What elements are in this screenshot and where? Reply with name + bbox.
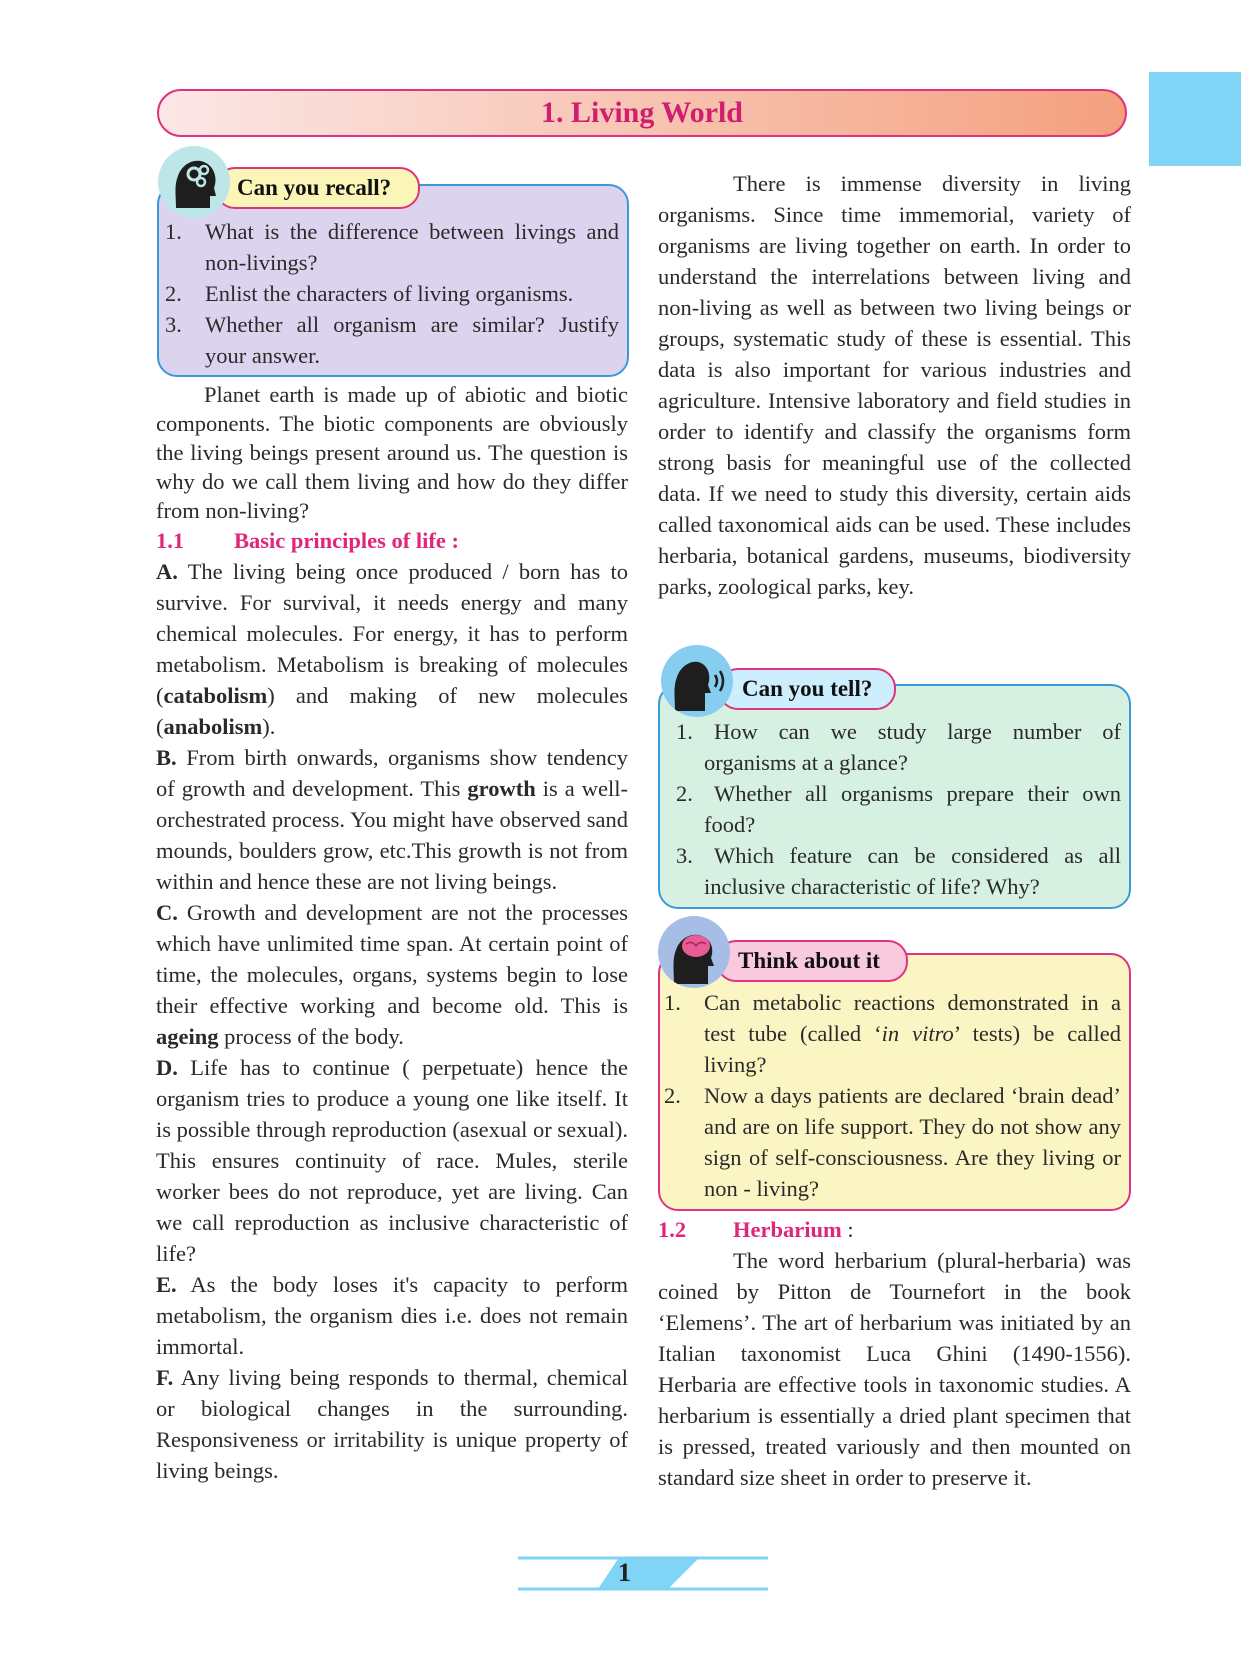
- chapter-title: 1. Living World: [540, 96, 743, 129]
- intro-paragraph: Planet earth is made up of abiotic and biotic components. The biotic components are obviously the living beings present around us. The question is why do we call them living and how do they differ from non-living?: [156, 382, 628, 523]
- brain-gears-icon: [158, 146, 230, 218]
- right-intro: [658, 168, 1131, 602]
- section-heading-1-2: 1.2 Herbarium :: [658, 1214, 1131, 1245]
- think-title: Think about it: [738, 948, 880, 973]
- tell-item: 2. Whether all organisms prepare their own food?: [676, 781, 1121, 837]
- left-column: [156, 380, 628, 1486]
- principle-b: B. From birth onwards, organisms show tendency of growth and development. This growth is a well-orchestrated process. You might have observed sand mounds, boulders grow, etc.This growth is not from within and hence these are not living beings.: [156, 745, 628, 894]
- speaking-head-icon: [661, 645, 733, 717]
- recall-item: 3. Whether all organism are similar? Justify your answer.: [165, 312, 619, 368]
- chapter-tab-marker: [1149, 72, 1241, 166]
- section-heading-1-1: [156, 525, 628, 556]
- section-number: 1.1: [156, 528, 185, 553]
- principle-a: A. The living being once produced / born has to survive. For survival, it needs energy and many chemical molecules. For energy, it has to perform metabolism. Metabolism is breaking of molecules (catabolism) and making of new molecules (anabolism).: [156, 559, 629, 739]
- tell-box: [658, 684, 1131, 909]
- recall-box: [157, 184, 629, 377]
- principle-f: F. Any living being responds to thermal, chemical or biological changes in the surrounding. Responsiveness or irritability is unique property of living beings.: [156, 1365, 629, 1483]
- herbarium-paragraph: The word herbarium (plural-herbaria) was coined by Pitton de Tournefort in the book ‘Elemens’. The art of herbarium was initiated by an Italian taxonomist Luca Ghini (1490-1556). Herbaria are effective tools in taxonomic studies. A herbarium is essentially a dried plant specimen that is pressed, treated variously and then mounted on standard size sheet in order to preserve it.: [658, 1248, 1131, 1490]
- principle-c: C. Growth and development are not the processes which have unlimited time span. At certain point of time, the molecules, organs, systems begin to lose their effective working and become old. This is ageing process of the body.: [156, 900, 628, 1049]
- think-item: 2. Now a days patients are declared ‘brain dead’ and are on life support. They do not show any sign of self-consciousness. Are they living or non - living?: [664, 1083, 1121, 1201]
- tell-item: 3. Which feature can be considered as all inclusive characteristic of life? Why?: [676, 843, 1121, 899]
- think-title-pill: [716, 940, 908, 982]
- principle-d: D. Life has to continue ( perpetuate) hence the organism tries to produce a young one like itself. It is possible through reproduction (asexual or sexual). This ensures continuity of race. Mules, sterile worker bees do not reproduce, yet are living. Can we call reproduction as inclusive characteristic of life?: [156, 1055, 628, 1266]
- recall-title-pill: [215, 167, 420, 209]
- tell-title-pill: [718, 668, 896, 710]
- page-number-ribbon: [518, 1556, 768, 1592]
- tell-title: Can you tell?: [742, 676, 873, 701]
- herbarium-section: [658, 1214, 1131, 1493]
- tell-item: 1. How can we study large number of organisms at a glance?: [676, 719, 1121, 775]
- recall-item: 2. Enlist the characters of living organisms.: [165, 281, 574, 306]
- page-number: 1: [618, 1558, 631, 1587]
- section-title: Basic principles of life :: [234, 528, 459, 553]
- principle-e: E. As the body loses it's capacity to perform metabolism, the organism dies i.e. does not remain immortal.: [156, 1272, 628, 1359]
- brain-head-icon: [658, 916, 730, 988]
- section-number: 1.2: [658, 1217, 687, 1242]
- section-title: Herbarium: [733, 1217, 842, 1242]
- think-box: [658, 953, 1131, 1211]
- think-item: 1. Can metabolic reactions demonstrated in a test tube (called ‘in vitro’ tests) be called living?: [664, 990, 1122, 1077]
- recall-title: Can you recall?: [237, 175, 392, 200]
- recall-item: 1. What is the difference between livings and non-livings?: [165, 219, 619, 275]
- chapter-title-banner: [157, 89, 1127, 137]
- diversity-paragraph: There is immense diversity in living organisms. Since time immemorial, variety of organisms are living together on earth. In order to understand the interrelations between living and non-living as well as between two living beings or groups, systematic study of these is essential. This data is also important for various industries and agriculture. Intensive laboratory and field studies in order to identify and classify the organisms form strong basis for meaningful use of the collected data. If we need to study this diversity, certain aids called taxonomical aids can be used. These includes herbaria, botanical gardens, museums, biodiversity parks, zoological parks, key.: [658, 171, 1131, 599]
